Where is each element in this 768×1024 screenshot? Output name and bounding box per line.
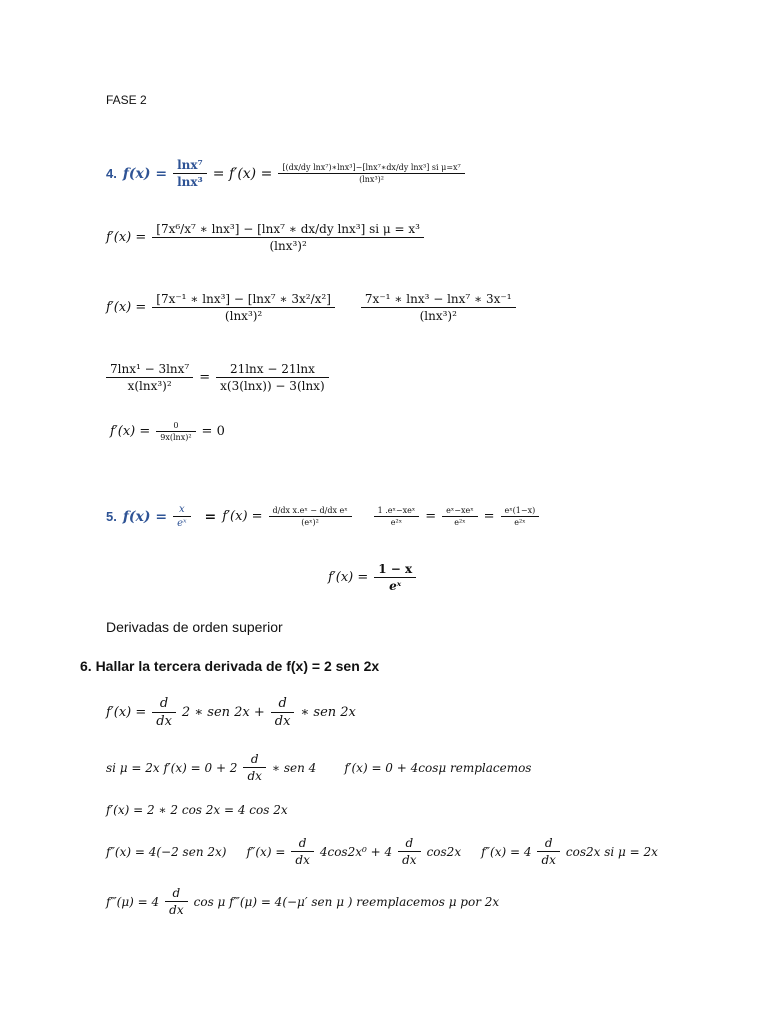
function-fraction: $\frac{\text{lnx⁷}}{\text{lnx³}}$ — [173, 158, 207, 189]
derivative-label: = f′(x) = — [212, 165, 273, 182]
function-label: f(x) = — [122, 508, 168, 525]
problem-4-line-3: f′(x) = $\frac{\text{[7x⁻¹ ∗ lnx³] − [lnx⁷ ∗ 3x²/x²]}}{\text{(lnx³)²}}$ $\frac{\text{7x⁻¹ ∗ lnx³ − lnx⁷ ∗ 3x⁻¹}}{\text{(lnx³)²}}$ — [106, 292, 516, 323]
problem-4-line-5: f′(x) = $\frac{0}{\text{9x(lnx)²}}$ = 0 — [110, 421, 225, 442]
problem-number: 4. — [106, 166, 117, 181]
problem-4-line-4: $\frac{\text{7lnx¹ − 3lnx⁷}}{\text{x(lnx³)²}}$ = $\frac{21\ln x - 21\ln x}{x(3(\ln x)) - 3(\ln x)}$ — [106, 362, 329, 393]
problem-6-line-1: f′(x) = $\frac{d}{dx}$ 2 ∗ sen 2x + $\frac{d}{dx}$ ∗ sen 2x — [106, 696, 356, 729]
derivative-fraction: $\frac{\text{[(dx/dy lnx⁷)∗lnx³]−[lnx⁷∗dx/dy lnx³] si μ=x⁷}}{\text{(lnx³)²}}$ — [278, 163, 464, 184]
problem-4-line-2: f′(x) = $\frac{\text{[7x⁶/x⁷ ∗ lnx³] − [lnx⁷ ∗ dx/dy lnx³] si μ = x³}}{\text{(lnx³)²}}$ — [106, 222, 424, 253]
equation-fraction: $\frac{\text{eˣ(1−x)}}{\text{e²ˣ}}$ — [501, 506, 540, 527]
problem-6-line-4: f″(x) = 4(−2 sen 2x) f″(x) = $\frac{d}{dx}$ 4cos2x⁰ + 4 $\frac{d}{dx}$ cos2x f″(x) = 4 $\frac{d}{dx}$ cos2x si μ = 2x — [106, 836, 658, 867]
equation-fraction: $\frac{0}{\text{9x(lnx)²}}$ — [156, 421, 195, 442]
equation-fraction: $\frac{\text{7x⁻¹ ∗ lnx³ − lnx⁷ ∗ 3x⁻¹}}{\text{(lnx³)²}}$ — [361, 292, 516, 323]
function-fraction: $\frac{x}{\text{eˣ}}$ — [173, 504, 190, 529]
problem-number: 5. — [106, 509, 117, 524]
problem-6-line-5: f‴(μ) = 4 $\frac{d}{dx}$ cos μ f‴(μ) = 4(−μ′ sen μ ) reemplacemos μ por 2x — [106, 886, 500, 917]
function-label: f(x) = — [122, 165, 168, 182]
equation-fraction: $\frac{\text{[7x⁻¹ ∗ lnx³] − [lnx⁷ ∗ 3x²/x²]}}{\text{(lnx³)²}}$ — [152, 292, 335, 323]
page-title: FASE 2 — [106, 93, 147, 107]
equation-fraction: $\frac{\text{7lnx¹ − 3lnx⁷}}{\text{x(lnx³)²}}$ — [106, 362, 193, 393]
problem-6-line-3: f′(x) = 2 ∗ 2 cos 2x = 4 cos 2x — [106, 803, 288, 817]
problem-5-line-1: 5. f(x) = $\frac{x}{\text{eˣ}}$ = f′(x) = $\frac{\text{d/dx x.eˣ − d/dx eˣ}}{\text{(eˣ)²}}$ $\frac{\text{1 .eˣ−xeˣ}}{\text{e²ˣ}}$ = $\frac{\text{eˣ−xeˣ}}{\text{e²ˣ}}$ = $\frac{\text{eˣ(1−x)}}{\text{e²ˣ}}$ — [106, 504, 539, 529]
equation-fraction: $\frac{\text{[7x⁶/x⁷ ∗ lnx³] − [lnx⁷ ∗ dx/dy lnx³] si μ = x³}}{\text{(lnx³)²}}$ — [152, 222, 424, 253]
problem-5-result: f′(x) = $\frac{1 - x}{\text{eˣ}}$ — [328, 562, 416, 593]
equation-fraction: $\frac{\text{d/dx x.eˣ − d/dx eˣ}}{\text{(eˣ)²}}$ — [269, 506, 352, 527]
problem-6-line-2: si μ = 2x f′(x) = 0 + 2 $\frac{d}{dx}$ ∗ sen 4 f′(x) = 0 + 4cosμ remplacemos — [106, 752, 532, 783]
equation-fraction: $\frac{\text{1 .eˣ−xeˣ}}{\text{e²ˣ}}$ — [374, 506, 420, 527]
problem-6-heading: 6. Hallar la tercera derivada de f(x) = 2 sen 2x — [80, 658, 380, 674]
equation-fraction: $\frac{21\ln x - 21\ln x}{x(3(\ln x)) - 3(\ln x)}$ — [216, 362, 328, 393]
equation-fraction: $\frac{\text{eˣ−xeˣ}}{\text{e²ˣ}}$ — [442, 506, 477, 527]
problem-4-line-1 — [106, 158, 465, 189]
result-fraction: $\frac{1 - x}{\text{eˣ}}$ — [374, 562, 416, 593]
section-title: Derivadas de orden superior — [106, 619, 283, 635]
